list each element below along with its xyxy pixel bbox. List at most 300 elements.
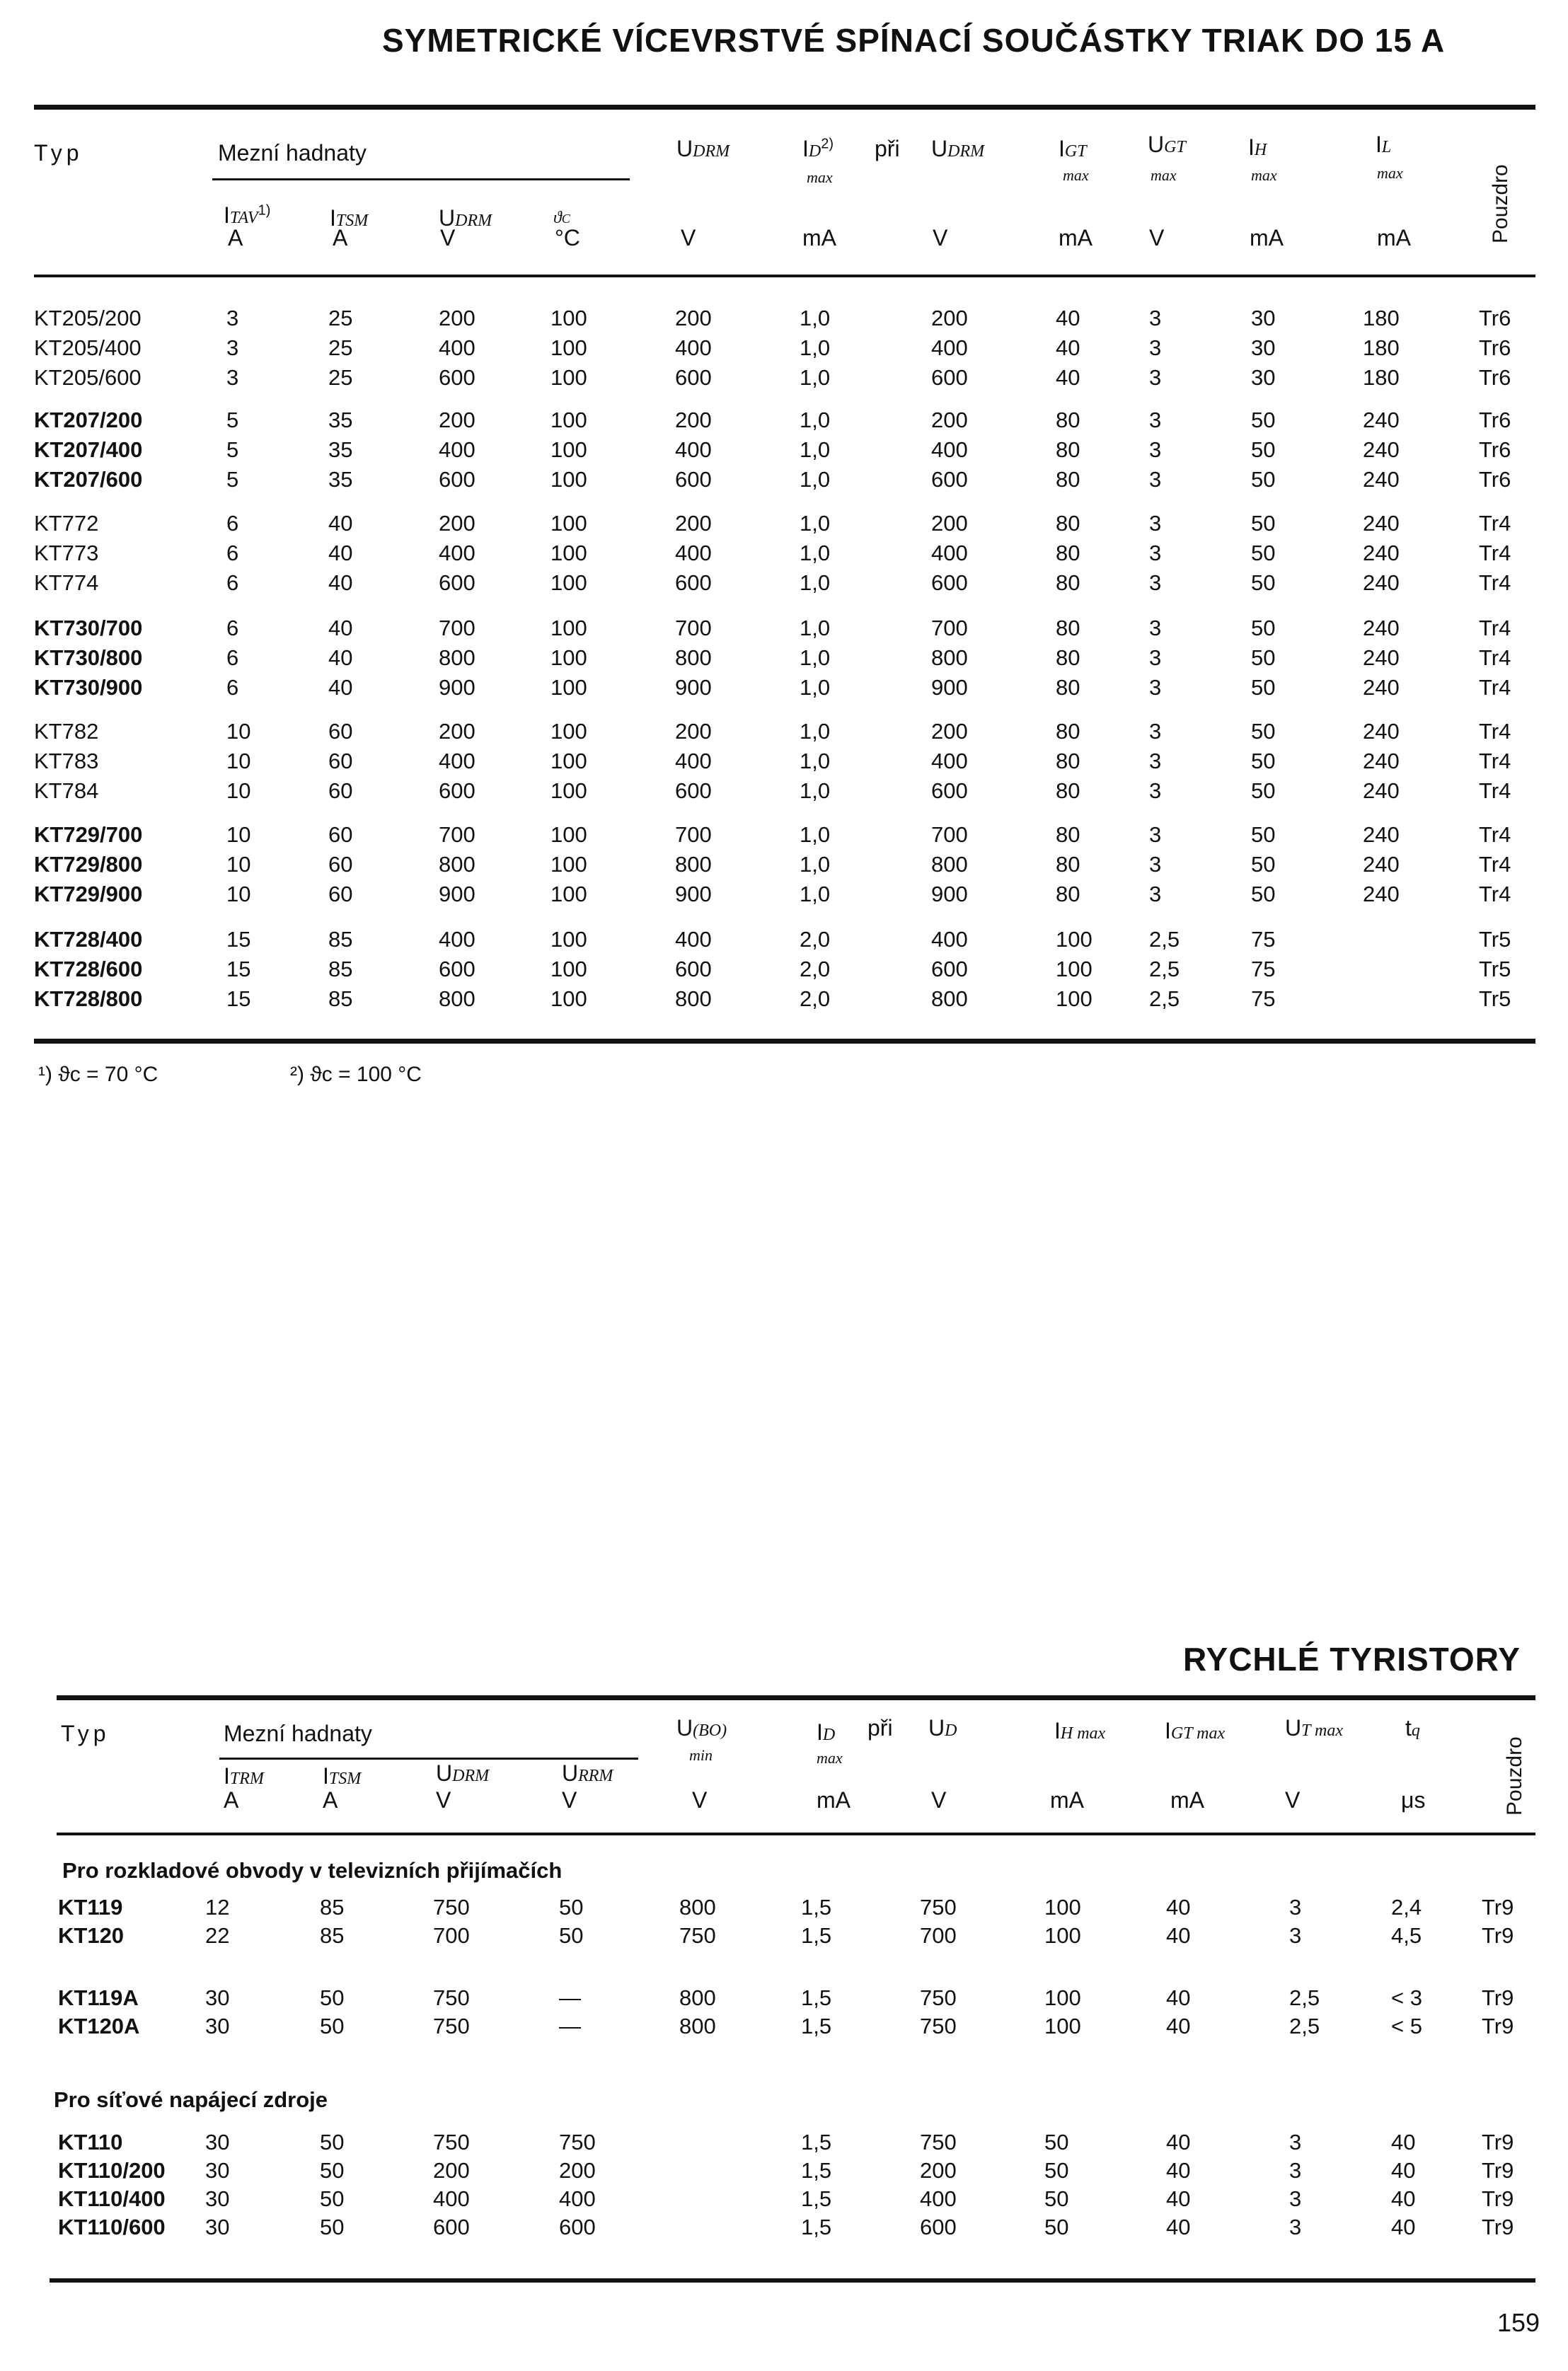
- t1-cell: 800: [931, 852, 968, 877]
- t1-h-itav: ITAV$^{1)}$: [224, 202, 271, 228]
- t2-cell: 200: [433, 2158, 470, 2183]
- t1-cell: 1,0: [800, 365, 831, 390]
- t2-cell: —: [559, 2014, 581, 2038]
- t2-cell: 40: [1166, 1923, 1191, 1948]
- t1-cell: 50: [1251, 852, 1276, 877]
- t1-cell-pouzdro: Tr4: [1479, 541, 1511, 565]
- t1-cell: 10: [226, 822, 251, 847]
- t1-cell: 3: [1149, 365, 1162, 390]
- t2-cell: 1,5: [801, 2130, 832, 2154]
- t1-cell-type: KT207/400: [34, 437, 143, 462]
- t1-h-mezni: Mezní hadnaty: [218, 140, 367, 166]
- t1-cell: 100: [550, 645, 587, 670]
- t1-cell-pouzdro: Tr4: [1479, 778, 1511, 803]
- t1-cell: 3: [1149, 852, 1162, 877]
- t1-cell: 900: [439, 675, 475, 700]
- t1-cell: 100: [550, 882, 587, 906]
- t2-cell: 40: [1166, 2130, 1191, 2154]
- t1-cell: 100: [1056, 986, 1093, 1011]
- t1-cell: 6: [226, 570, 239, 595]
- t2-cell: 3: [1289, 2130, 1302, 2154]
- t1-cell: 600: [931, 365, 968, 390]
- t1-cell-type: KT728/400: [34, 927, 143, 952]
- t2-cell: 1,5: [801, 1923, 832, 1948]
- t1-cell: 6: [226, 511, 239, 536]
- t1-cell: 400: [931, 541, 968, 565]
- t2-cell: 50: [559, 1923, 584, 1948]
- t2-cell-type: KT119A: [58, 1985, 139, 2010]
- t1-cell: 100: [550, 616, 587, 640]
- t1-cell: 50: [1251, 675, 1276, 700]
- t1-h-ih: IH: [1248, 134, 1267, 160]
- t1-cell: 30: [1251, 365, 1276, 390]
- t1-cell: 3: [1149, 749, 1162, 773]
- t2-cell: 3: [1289, 2158, 1302, 2183]
- t1-cell: 60: [328, 749, 353, 773]
- t1-cell: 200: [931, 408, 968, 432]
- t1-cell: 240: [1363, 541, 1400, 565]
- t1-cell: 400: [675, 927, 712, 952]
- t1-cell: 100: [1056, 927, 1093, 952]
- t1-cell: 1,0: [800, 852, 831, 877]
- t2-unit: V: [562, 1787, 577, 1813]
- t1-cell-type: KT205/200: [34, 306, 142, 330]
- t1-h-id: ID$^{2)}$: [802, 136, 834, 161]
- t1-cell: 3: [1149, 882, 1162, 906]
- t2-cell: 100: [1044, 2014, 1081, 2038]
- t1-cell: 60: [328, 852, 353, 877]
- t2-h-itrm: ITRM: [224, 1763, 264, 1789]
- t1-cell: 900: [931, 882, 968, 906]
- t2-cell: 750: [920, 1895, 957, 1920]
- t2-h-pri: při: [867, 1715, 893, 1741]
- t1-cell: 75: [1251, 927, 1276, 952]
- t2-cell: 40: [1391, 2215, 1416, 2239]
- t1-unit: A: [228, 225, 243, 250]
- t1-cell-type: KT730/800: [34, 645, 143, 670]
- t1-cell-type: KT773: [34, 541, 99, 565]
- t1-cell: 2,0: [800, 927, 831, 952]
- t1-cell: 240: [1363, 778, 1400, 803]
- t1-cell: 100: [550, 408, 587, 432]
- t2-cell: 4,5: [1391, 1923, 1422, 1948]
- t1-cell-type: KT774: [34, 570, 99, 595]
- t2-cell: 700: [920, 1923, 957, 1948]
- t1-cell: 80: [1056, 749, 1080, 773]
- t1-cell: 10: [226, 852, 251, 877]
- t1-cell: 80: [1056, 437, 1080, 462]
- t1-h-udrm3: UDRM: [931, 136, 985, 161]
- t1-cell: 200: [675, 306, 712, 330]
- t2-cell: 600: [920, 2215, 957, 2239]
- t2-cell: 750: [433, 1895, 470, 1920]
- table1-header-rule: [34, 275, 1535, 277]
- t1-cell: 900: [439, 882, 475, 906]
- t2-cell: 1,5: [801, 2014, 832, 2038]
- t2-cell: 800: [679, 1895, 716, 1920]
- t1-cell: 80: [1056, 541, 1080, 565]
- t1-cell: 60: [328, 822, 353, 847]
- t1-cell: 600: [675, 365, 712, 390]
- t1-cell: 700: [439, 822, 475, 847]
- t1-cell: 100: [550, 365, 587, 390]
- t2-h-urrm: URRM: [562, 1760, 613, 1786]
- t2-cell: 30: [205, 1985, 230, 2010]
- t1-cell: 50: [1251, 882, 1276, 906]
- t2-mezni-rule: [219, 1758, 638, 1760]
- t2-h-udrm: UDRM: [436, 1760, 490, 1786]
- t1-h-tc: ϑC: [553, 209, 570, 227]
- t1-cell: 400: [931, 927, 968, 952]
- t2-unit: V: [1285, 1787, 1301, 1813]
- t1-cell: 40: [328, 616, 353, 640]
- t1-cell: 50: [1251, 749, 1276, 773]
- t1-cell: 50: [1251, 541, 1276, 565]
- t1-cell: 60: [328, 719, 353, 744]
- table1-bottom-rule: [34, 1039, 1535, 1044]
- t1-cell: 3: [1149, 570, 1162, 595]
- t2-cell-pouzdro: Tr9: [1482, 1895, 1514, 1920]
- t2-cell: 50: [1044, 2158, 1069, 2183]
- t1-cell: 600: [675, 957, 712, 981]
- t1-cell: 200: [439, 408, 475, 432]
- t1-footnote-1: ¹) ϑc = 70 °C: [38, 1063, 158, 1086]
- t1-cell: 180: [1363, 365, 1400, 390]
- t1-cell: 2,5: [1149, 986, 1180, 1011]
- t1-cell: 6: [226, 541, 239, 565]
- t1-cell: 85: [328, 986, 353, 1011]
- t2-cell-type: KT119: [58, 1895, 123, 1920]
- t1-cell: 6: [226, 645, 239, 670]
- t1-cell: 100: [550, 822, 587, 847]
- table2-header-rule: [57, 1833, 1535, 1835]
- t1-cell-pouzdro: Tr4: [1479, 570, 1511, 595]
- t1-cell: 3: [1149, 616, 1162, 640]
- t1-cell: 100: [550, 511, 587, 536]
- t1-cell: 40: [328, 511, 353, 536]
- t1-cell-type: KT784: [34, 778, 99, 803]
- t2-cell: 22: [205, 1923, 230, 1948]
- t1-cell: 10: [226, 778, 251, 803]
- table2-bottom-rule: [50, 2278, 1535, 2283]
- t1-cell: 30: [1251, 306, 1276, 330]
- t1-cell: 240: [1363, 616, 1400, 640]
- t1-cell-pouzdro: Tr5: [1479, 986, 1511, 1011]
- t2-cell: 85: [320, 1923, 345, 1948]
- t1-h-udrm-col: UDRM: [439, 205, 492, 231]
- t1-cell: 50: [1251, 511, 1276, 536]
- t1-cell: 600: [931, 467, 968, 492]
- t1-cell: 700: [675, 822, 712, 847]
- t1-cell: 100: [550, 570, 587, 595]
- t2-cell: 85: [320, 1895, 345, 1920]
- t1-cell: 700: [931, 616, 968, 640]
- t2-cell: 40: [1166, 1895, 1191, 1920]
- t1-h-pri: při: [875, 136, 900, 161]
- t1-cell-type: KT729/800: [34, 852, 143, 877]
- t1-cell: 100: [550, 541, 587, 565]
- t1-unit: V: [440, 225, 456, 250]
- t1-cell: 25: [328, 365, 353, 390]
- t1-cell: 15: [226, 957, 251, 981]
- t1-cell: 3: [1149, 335, 1162, 360]
- t1-cell: 200: [931, 306, 968, 330]
- t2-cell: 2,4: [1391, 1895, 1422, 1920]
- t2-cell: 750: [679, 1923, 716, 1948]
- t1-unit: mA: [1377, 225, 1411, 250]
- t1-cell: 50: [1251, 437, 1276, 462]
- t1-cell: 50: [1251, 408, 1276, 432]
- t2-h-mezni: Mezní hadnaty: [224, 1721, 372, 1746]
- t2-unit: mA: [1050, 1787, 1084, 1813]
- t1-cell: 80: [1056, 852, 1080, 877]
- t1-cell: 400: [675, 541, 712, 565]
- t2-cell-type: KT110/400: [58, 2186, 166, 2211]
- t1-cell: 3: [1149, 822, 1162, 847]
- t1-cell-type: KT729/900: [34, 882, 143, 906]
- t1-cell: 3: [1149, 437, 1162, 462]
- t1-h-il: IL: [1376, 132, 1392, 157]
- t2-cell: 30: [205, 2215, 230, 2239]
- t1-cell: 400: [439, 927, 475, 952]
- t1-cell: 400: [931, 437, 968, 462]
- t1-cell: 2,0: [800, 986, 831, 1011]
- t2-unit: A: [224, 1787, 239, 1813]
- t2-cell: 100: [1044, 1985, 1081, 2010]
- t1-cell-pouzdro: Tr6: [1479, 306, 1511, 330]
- t2-unit: V: [931, 1787, 947, 1813]
- t2-cell: 12: [205, 1895, 230, 1920]
- t1-cell: 80: [1056, 778, 1080, 803]
- t1-cell: 10: [226, 882, 251, 906]
- t2-cell: 1,5: [801, 2158, 832, 2183]
- t2-cell: 1,5: [801, 1985, 832, 2010]
- t1-cell: 35: [328, 467, 353, 492]
- t1-cell: 100: [550, 749, 587, 773]
- t1-cell: 1,0: [800, 467, 831, 492]
- t2-cell: 40: [1166, 2158, 1191, 2183]
- t2-cell-type: KT110/600: [58, 2215, 166, 2239]
- t2-cell-pouzdro: Tr9: [1482, 2186, 1514, 2211]
- t1-cell: 2,5: [1149, 957, 1180, 981]
- t1-cell: 600: [439, 467, 475, 492]
- t2-unit: mA: [1170, 1787, 1204, 1813]
- t1-cell: 50: [1251, 467, 1276, 492]
- t1-cell: 200: [675, 719, 712, 744]
- t1-cell: 100: [550, 719, 587, 744]
- t1-cell: 100: [550, 778, 587, 803]
- t1-cell: 100: [1056, 957, 1093, 981]
- t1-cell: 1,0: [800, 749, 831, 773]
- t2-cell: 40: [1166, 1985, 1191, 2010]
- t1-cell: 80: [1056, 882, 1080, 906]
- t1-cell: 800: [439, 852, 475, 877]
- t1-cell: 400: [675, 335, 712, 360]
- t1-cell: 100: [550, 467, 587, 492]
- t1-h-ugt-max: max: [1151, 166, 1177, 184]
- t1-cell-pouzdro: Tr4: [1479, 616, 1511, 640]
- t1-cell: 40: [1056, 306, 1080, 330]
- t1-cell: 600: [931, 778, 968, 803]
- t1-cell: 700: [439, 616, 475, 640]
- t1-footnote-2: ²) ϑc = 100 °C: [290, 1063, 422, 1086]
- t1-cell: 3: [226, 306, 239, 330]
- t1-cell: 200: [931, 511, 968, 536]
- t2-cell: 400: [433, 2186, 470, 2211]
- t2-cell: 1,5: [801, 1895, 832, 1920]
- t1-cell: 1,0: [800, 570, 831, 595]
- t2-cell: < 5: [1391, 2014, 1422, 2038]
- t2-cell-pouzdro: Tr9: [1482, 1985, 1514, 2010]
- t2-cell-type: KT120A: [58, 2014, 140, 2038]
- t1-cell: 600: [439, 778, 475, 803]
- t1-h-il-max: max: [1377, 164, 1403, 182]
- t1-cell-type: KT772: [34, 511, 99, 536]
- t1-cell-type: KT729/700: [34, 822, 143, 847]
- t1-cell: 80: [1056, 511, 1080, 536]
- t1-cell: 80: [1056, 408, 1080, 432]
- t1-cell-type: KT728/800: [34, 986, 143, 1011]
- t1-cell: 3: [1149, 511, 1162, 536]
- t1-cell: 3: [226, 335, 239, 360]
- t1-cell: 35: [328, 437, 353, 462]
- t2-cell-pouzdro: Tr9: [1482, 2014, 1514, 2038]
- t2-cell: 3: [1289, 1923, 1302, 1948]
- t2-cell-type: KT110/200: [58, 2158, 166, 2183]
- t1-cell: 240: [1363, 719, 1400, 744]
- t1-cell: 400: [931, 749, 968, 773]
- t1-cell: 80: [1056, 570, 1080, 595]
- t2-cell: 100: [1044, 1895, 1081, 1920]
- t2-cell: 100: [1044, 1923, 1081, 1948]
- t1-cell: 240: [1363, 437, 1400, 462]
- t1-cell-type: KT207/200: [34, 408, 143, 432]
- t1-cell: 400: [439, 437, 475, 462]
- t1-cell: 400: [675, 749, 712, 773]
- t1-cell: 100: [550, 957, 587, 981]
- t2-cell: 40: [1166, 2186, 1191, 2211]
- t1-h-typ: Typ: [34, 140, 83, 166]
- t1-cell: 800: [675, 645, 712, 670]
- t1-cell: 50: [1251, 645, 1276, 670]
- t1-h-ugt: UGT: [1148, 132, 1186, 157]
- t1-cell: 50: [1251, 719, 1276, 744]
- t2-cell: 750: [920, 2014, 957, 2038]
- t1-cell-pouzdro: Tr6: [1479, 365, 1511, 390]
- t1-cell: 75: [1251, 986, 1276, 1011]
- t2-cell: 2,5: [1289, 1985, 1320, 2010]
- t1-unit: mA: [1059, 225, 1093, 250]
- t1-cell: 800: [931, 986, 968, 1011]
- t1-cell: 50: [1251, 822, 1276, 847]
- t2-cell-pouzdro: Tr9: [1482, 2215, 1514, 2239]
- t1-h-id-max: max: [807, 168, 833, 186]
- t1-cell: 800: [675, 986, 712, 1011]
- t2-h-ubo: U(BO): [676, 1715, 727, 1741]
- t1-cell: 200: [675, 511, 712, 536]
- t1-cell: 25: [328, 306, 353, 330]
- t1-cell-type: KT205/600: [34, 365, 142, 390]
- t1-cell-type: KT782: [34, 719, 99, 744]
- t1-cell: 3: [226, 365, 239, 390]
- table1-title: SYMETRICKÉ VÍCEVRSTVÉ SPÍNACÍ SOUČÁSTKY TRIAK DO 15 A: [382, 22, 1446, 59]
- t2-cell: 50: [1044, 2130, 1069, 2154]
- t2-h-itsm: ITSM: [323, 1763, 362, 1789]
- t1-cell: 25: [328, 335, 353, 360]
- t1-cell-type: KT205/400: [34, 335, 142, 360]
- t2-cell: 40: [1391, 2158, 1416, 2183]
- t2-h-ubo-min: min: [689, 1746, 713, 1764]
- t2-cell-pouzdro: Tr9: [1482, 2130, 1514, 2154]
- t2-unit: mA: [817, 1787, 851, 1813]
- t1-cell: 3: [1149, 541, 1162, 565]
- t2-section-1: Pro rozkladové obvody v televizních přijímačích: [62, 1858, 563, 1883]
- t2-cell: 2,5: [1289, 2014, 1320, 2038]
- t2-cell: 700: [433, 1923, 470, 1948]
- t1-cell: 800: [931, 645, 968, 670]
- t2-cell: 750: [433, 2130, 470, 2154]
- t1-cell-pouzdro: Tr6: [1479, 335, 1511, 360]
- t1-cell: 200: [439, 511, 475, 536]
- t1-cell: 85: [328, 957, 353, 981]
- table2-title: RYCHLÉ TYRISTORY: [1183, 1641, 1521, 1678]
- t1-cell: 5: [226, 437, 239, 462]
- t1-cell: 180: [1363, 306, 1400, 330]
- t1-cell: 3: [1149, 719, 1162, 744]
- t2-section-2: Pro síťové napájecí zdroje: [54, 2087, 328, 2112]
- t1-cell: 30: [1251, 335, 1276, 360]
- t2-h-id-max: max: [817, 1749, 843, 1767]
- t2-cell: 50: [320, 2130, 345, 2154]
- t1-cell: 6: [226, 675, 239, 700]
- t1-cell: 2,0: [800, 957, 831, 981]
- t2-cell: 800: [679, 1985, 716, 2010]
- t1-cell: 100: [550, 927, 587, 952]
- t1-cell: 240: [1363, 570, 1400, 595]
- t1-cell: 85: [328, 927, 353, 952]
- t1-cell: 600: [931, 570, 968, 595]
- t1-cell: 5: [226, 467, 239, 492]
- t1-unit: V: [933, 225, 948, 250]
- t2-cell: 30: [205, 2158, 230, 2183]
- t1-cell: 900: [675, 882, 712, 906]
- t1-cell: 1,0: [800, 645, 831, 670]
- t1-cell-pouzdro: Tr4: [1479, 822, 1511, 847]
- t1-unit: V: [1149, 225, 1165, 250]
- t1-cell: 700: [675, 616, 712, 640]
- t2-cell: 800: [679, 2014, 716, 2038]
- t1-cell: 1,0: [800, 408, 831, 432]
- t2-unit: A: [323, 1787, 338, 1813]
- t1-cell: 40: [1056, 365, 1080, 390]
- t1-cell-pouzdro: Tr4: [1479, 645, 1511, 670]
- t1-cell: 50: [1251, 616, 1276, 640]
- t1-cell: 80: [1056, 822, 1080, 847]
- t1-cell: 240: [1363, 511, 1400, 536]
- t1-cell: 240: [1363, 467, 1400, 492]
- t2-unit: V: [436, 1787, 451, 1813]
- t1-cell: 50: [1251, 570, 1276, 595]
- t2-cell: 750: [559, 2130, 596, 2154]
- t1-cell: 100: [550, 335, 587, 360]
- t2-cell: 40: [1391, 2130, 1416, 2154]
- t1-cell: 40: [328, 645, 353, 670]
- t1-cell-pouzdro: Tr6: [1479, 467, 1511, 492]
- t1-cell: 240: [1363, 749, 1400, 773]
- t1-cell-pouzdro: Tr5: [1479, 957, 1511, 981]
- t1-cell: 700: [931, 822, 968, 847]
- t1-cell: 80: [1056, 467, 1080, 492]
